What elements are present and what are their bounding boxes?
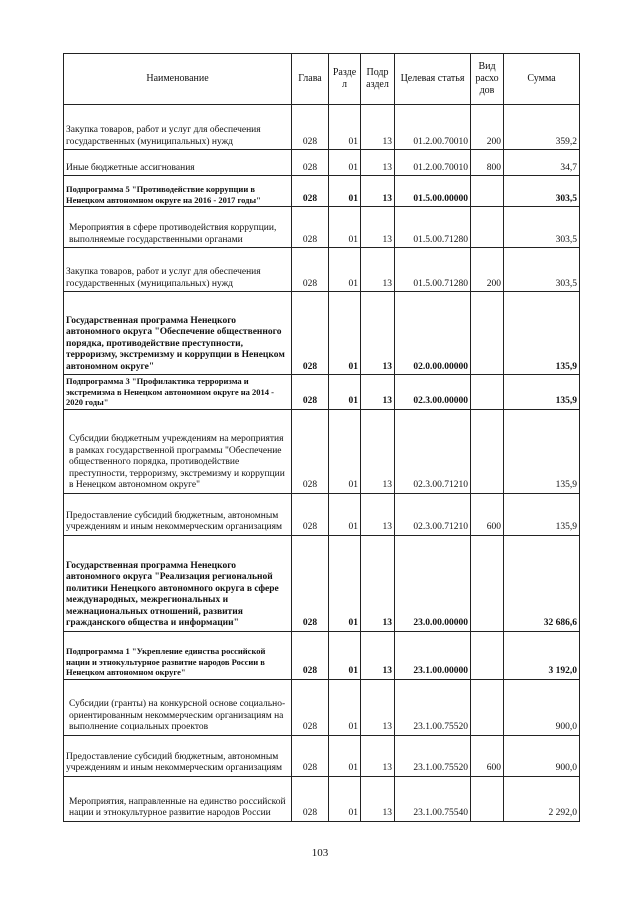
cell-sum: 32 686,6 [504, 535, 580, 631]
cell-subsection: 13 [361, 776, 395, 821]
cell-sum: 135,9 [504, 493, 580, 535]
table-row [64, 248, 580, 292]
cell-subsection: 13 [361, 735, 395, 776]
cell-chapter: 028 [292, 409, 329, 493]
cell-section: 01 [329, 207, 361, 248]
cell-section: 01 [329, 105, 361, 150]
cell-name: Подпрограмма 1 "Укрепление единства российской нации и этнокультурное развитие народов России в Ненецком автономном округе" [64, 631, 292, 679]
cell-name: Подпрограмма 5 "Противодействие коррупции в Ненецком автономном округе на 2016 - 2017 годы" [64, 176, 292, 207]
cell-sum: 2 292,0 [504, 776, 580, 821]
cell-section: 01 [329, 409, 361, 493]
cell-subsection: 13 [361, 248, 395, 292]
header-subsection: Подр аздел [361, 54, 395, 105]
cell-subsection: 13 [361, 176, 395, 207]
cell-subsection: 13 [361, 207, 395, 248]
cell-exp-type: 800 [471, 150, 504, 176]
cell-exp-type: 200 [471, 105, 504, 150]
cell-name: Мероприятия, направленные на единство российской нации и этнокультурное развитие народов России [64, 776, 292, 821]
cell-chapter: 028 [292, 776, 329, 821]
cell-subsection: 13 [361, 535, 395, 631]
cell-section: 01 [329, 493, 361, 535]
table-row [64, 207, 580, 248]
cell-section: 01 [329, 735, 361, 776]
budget-table [63, 53, 580, 822]
table-row [64, 493, 580, 535]
cell-exp-type [471, 776, 504, 821]
cell-target: 01.5.00.71280 [395, 207, 471, 248]
cell-chapter: 028 [292, 735, 329, 776]
cell-section: 01 [329, 679, 361, 735]
table-row [64, 176, 580, 207]
cell-chapter: 028 [292, 679, 329, 735]
cell-chapter: 028 [292, 535, 329, 631]
cell-sum: 900,0 [504, 735, 580, 776]
table-row [64, 679, 580, 735]
cell-exp-type [471, 292, 504, 375]
header-target: Целевая статья [395, 54, 471, 105]
cell-name: Государственная программа Ненецкого автономного округа "Реализация региональной политики Ненецкого автономного округа в сфере международных, межрегиональных и межнациональных отношений, развития гражданского общества и информации" [64, 535, 292, 631]
header-section: Разде л [329, 54, 361, 105]
cell-sum: 135,9 [504, 292, 580, 375]
cell-exp-type [471, 207, 504, 248]
cell-chapter: 028 [292, 631, 329, 679]
table-row [64, 735, 580, 776]
cell-chapter: 028 [292, 207, 329, 248]
cell-sum: 3 192,0 [504, 631, 580, 679]
cell-exp-type [471, 631, 504, 679]
cell-subsection: 13 [361, 493, 395, 535]
cell-name: Закупка товаров, работ и услуг для обеспечения государственных (муниципальных) нужд [64, 105, 292, 150]
cell-sum: 303,5 [504, 248, 580, 292]
cell-name: Иные бюджетные ассигнования [64, 150, 292, 176]
page-number: 103 [311, 847, 329, 859]
cell-name: Субсидии бюджетным учреждениям на мероприятия в рамках государственной программы "Обеспечение общественного порядка, противодействие преступности, терроризму, экстремизму и коррупции в Ненецком автономном округе" [64, 409, 292, 493]
cell-exp-type [471, 409, 504, 493]
cell-sum: 359,2 [504, 105, 580, 150]
cell-name: Мероприятия в сфере противодействия коррупции, выполняемые государственными органами [64, 207, 292, 248]
cell-name: Предоставление субсидий бюджетным, автономным учреждениям и иным некоммерческим организациям [64, 493, 292, 535]
table-header-row [64, 54, 580, 105]
cell-subsection: 13 [361, 292, 395, 375]
table-row [64, 375, 580, 410]
table-row [64, 409, 580, 493]
cell-subsection: 13 [361, 150, 395, 176]
cell-target: 01.2.00.70010 [395, 105, 471, 150]
table-row [64, 631, 580, 679]
cell-sum: 303,5 [504, 176, 580, 207]
header-sum: Сумма [504, 54, 580, 105]
cell-subsection: 13 [361, 679, 395, 735]
cell-sum: 900,0 [504, 679, 580, 735]
cell-target: 01.5.00.00000 [395, 176, 471, 207]
table-row [64, 292, 580, 375]
cell-target: 23.0.00.00000 [395, 535, 471, 631]
cell-chapter: 028 [292, 176, 329, 207]
cell-section: 01 [329, 248, 361, 292]
cell-subsection: 13 [361, 105, 395, 150]
cell-target: 23.1.00.75520 [395, 735, 471, 776]
cell-chapter: 028 [292, 493, 329, 535]
header-exp-type: Вид расхо дов [471, 54, 504, 105]
header-name: Наименование [64, 54, 292, 105]
cell-name: Подпрограмма 3 "Профилактика терроризма и экстремизма в Ненецком автономном округе на 2014 - 2020 годы" [64, 375, 292, 410]
cell-target: 02.3.00.71210 [395, 409, 471, 493]
cell-name: Предоставление субсидий бюджетным, автономным учреждениям и иным некоммерческим организациям [64, 735, 292, 776]
cell-name: Закупка товаров, работ и услуг для обеспечения государственных (муниципальных) нужд [64, 248, 292, 292]
cell-target: 02.3.00.00000 [395, 375, 471, 410]
cell-target: 23.1.00.00000 [395, 631, 471, 679]
cell-chapter: 028 [292, 375, 329, 410]
cell-sum: 135,9 [504, 409, 580, 493]
cell-chapter: 028 [292, 292, 329, 375]
cell-subsection: 13 [361, 631, 395, 679]
cell-subsection: 13 [361, 375, 395, 410]
cell-exp-type [471, 679, 504, 735]
cell-sum: 135,9 [504, 375, 580, 410]
cell-chapter: 028 [292, 105, 329, 150]
cell-section: 01 [329, 176, 361, 207]
table-row [64, 105, 580, 150]
header-chapter: Глава [292, 54, 329, 105]
cell-section: 01 [329, 150, 361, 176]
cell-target: 23.1.00.75540 [395, 776, 471, 821]
cell-target: 01.5.00.71280 [395, 248, 471, 292]
cell-name: Государственная программа Ненецкого автономного округа "Обеспечение общественного порядка, противодействие преступности, терроризму, экстремизму и коррупции в Ненецком автономном округе" [64, 292, 292, 375]
cell-exp-type: 600 [471, 493, 504, 535]
table-row [64, 535, 580, 631]
cell-subsection: 13 [361, 409, 395, 493]
cell-target: 02.3.00.71210 [395, 493, 471, 535]
cell-sum: 303,5 [504, 207, 580, 248]
cell-chapter: 028 [292, 150, 329, 176]
cell-exp-type [471, 535, 504, 631]
cell-exp-type: 200 [471, 248, 504, 292]
cell-section: 01 [329, 292, 361, 375]
cell-section: 01 [329, 535, 361, 631]
cell-name: Субсидии (гранты) на конкурсной основе социально-ориентированным некоммерческим организациям на выполнение социальных проектов [64, 679, 292, 735]
cell-chapter: 028 [292, 248, 329, 292]
cell-target: 02.0.00.00000 [395, 292, 471, 375]
cell-exp-type [471, 176, 504, 207]
cell-target: 01.2.00.70010 [395, 150, 471, 176]
cell-section: 01 [329, 375, 361, 410]
cell-section: 01 [329, 776, 361, 821]
table-row [64, 150, 580, 176]
cell-exp-type [471, 375, 504, 410]
cell-sum: 34,7 [504, 150, 580, 176]
cell-section: 01 [329, 631, 361, 679]
table-row [64, 776, 580, 821]
cell-exp-type: 600 [471, 735, 504, 776]
cell-target: 23.1.00.75520 [395, 679, 471, 735]
